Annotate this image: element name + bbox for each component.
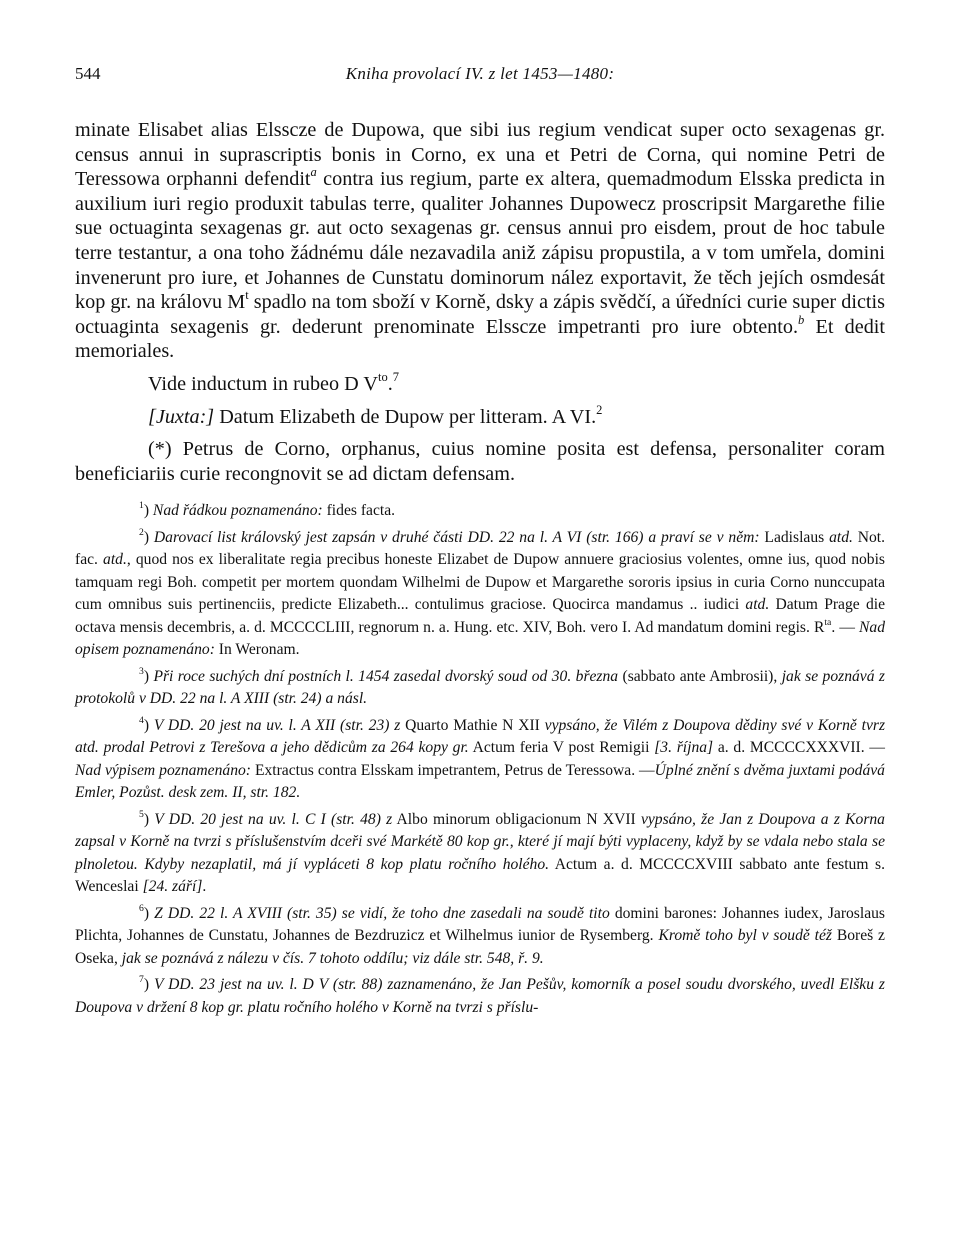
superscript: to <box>377 369 388 384</box>
text-run: Quarto Mathie N XII <box>400 716 545 734</box>
paragraph-star: (*) Petrus de Corno, orphanus, cuius nomine posita est defensa, personaliter coram beneficiariis curie recongnovit se ad dictam defensam. <box>75 438 885 485</box>
text-run: Albo minorum obligacionum N XVII <box>392 810 641 828</box>
note-mark: a <box>310 165 317 180</box>
footnote-number: 1 <box>139 500 144 512</box>
text-run: Actum a. d. MCCCCXVIII sabbato ante festum s. Wenceslai <box>75 855 885 896</box>
text-run: vypsáno, že Jan z Doupova a z Korna zapsal v Korně na tvrzi s příslušenstvím dceři své Markétě 80 kop gr., které jí mají býti vyplaceny, když by se vdala nebo stala se plnoletou. Kdyby nezaplatil, má jí vypláceti 8 kop platu ročního holého. <box>75 810 885 873</box>
juxta-label: [Juxta:] <box>148 405 215 428</box>
text-run: Not. fac. <box>75 528 886 569</box>
text-run: fides facta. <box>322 502 396 520</box>
text-run: Nad výpisem poznamenáno: <box>75 761 251 779</box>
footnote-2: $^2$) Darovací list královský jest zapsán v druhé části DD. 22 na l. A VI (str. 166) a praví se v něm: Ladislaus atd. Not. fac. atd., quod nos ex liberalitate regia precibus honeste Elizabet de Dupow annuere graciosius volentes, omne ius, quod nobis tamquam regi Boh. competit per mortem quondam Wilhelmi de Dupow et Margarethe sororis ipsius in curia Corno nunccupata cum omnibus suis pertinenciis, predicte Elizabeth... contulimus graciose. Quocirca mandamus .. iudici atd. Datum Prage die octava mensis decembris, a. d. MCCCCLIII, regnorum n. a. Hung. etc. XIV, Boh. vero I. Ad mandatum domini regis. $R^{ta}$. — Nad opisem poznamenáno: In Weronam. <box>75 526 886 659</box>
text-run: (sabbato ante Ambrosii), <box>618 667 782 685</box>
text-run: Nad řádkou poznamenáno: <box>152 502 323 520</box>
text-run: Vide inductum in rubeo D V <box>148 372 378 395</box>
text-run: Darovací list královský jest zapsán v druhé části DD. 22 na l. A VI (str. 166) a praví se v něm: <box>153 528 760 546</box>
text-run: Datum Elizabeth de Dupow per litteram. A VI. <box>214 405 597 428</box>
text-run: spadlo na tom sboží v Korně, dsky a zápis svědčí, a úředníci curie super dictis octuaginta sexagenis gr. dederunt prenominate Elsscze impetranti pro iure obtento. <box>75 291 885 338</box>
text-run: Extractus contra Elsskam impetrantem, Petrus de Teressowa. — <box>250 761 655 779</box>
text-run: minate Elisabet alias Elsscze de Dupowa, que sibi ius regium vendicat super octo sexagenas gr. census annui in suprascriptis bonis in Corno, ex una et Petri de Corna, qui nomine Petri de Teressowa orphanni defendit <box>75 119 885 191</box>
footnote-7: $^7$) V DD. 23 jest na uv. l. D V (str. 88) zaznamenáno, že Jan Pešův, komorník a posel soudu dvorského, uvedl Elšku z Doupova v držení 8 kop gr. platu ročního holého v Korně na tvrzi s příslu- <box>75 974 885 1016</box>
text-run: . <box>202 878 207 896</box>
text-run: Při roce suchých dní postních l. 1454 zasedal dvorský soud od 30. března <box>153 667 619 685</box>
text-run: domini barones: Johannes iudex, Jaroslaus Plichta, Johannes de Cunstatu, Johannes de Bezdruzicz et Wilhelmus iunior de Rysemberg. <box>75 904 885 945</box>
text-run: Actum feria V post Remigii <box>468 739 655 757</box>
footnote-number: 5 <box>139 808 144 820</box>
text-run: Úplné znění s dvěma juxtami podává Emler, Pozůst. desk zem. II, str. 182. <box>75 761 885 802</box>
text-run: a. d. MCCCCXXXVII. — <box>713 739 885 757</box>
page-header <box>75 64 885 88</box>
footnote-ref: 7 <box>392 369 400 384</box>
text-run: V DD. 23 jest na uv. l. D V (str. 88) zaznamenáno, že Jan Pešův, komorník a posel soudu dvorského, uvedl Elšku z Doupova v držení 8 kop gr. platu ročního holého v Korně na tvrzi s příslu- <box>75 976 885 1016</box>
footnote-number: 4 <box>139 714 144 726</box>
paragraph-main <box>75 118 885 364</box>
text-run: . — <box>831 618 859 636</box>
text-run: In Weronam. <box>214 641 300 659</box>
text-run: . <box>387 372 393 395</box>
footnote-1: $^1$) Nad řádkou poznamenáno: fides facta. <box>139 500 396 520</box>
paragraph-vide <box>75 369 885 397</box>
text-run: , quod nos ex liberalitate regia precibus honeste Elizabet de Dupow annuere graciosius volentes, omne ius, quod nobis tamquam regi Boh. competit per mortem quondam Wilhelmi de Dupow et Margarethe sororis ipsius in curia Corno nunccupata cum omnibus suis pertinenciis, predicte Elizabeth... contulimus graciose. Quocirca mandamus .. iudici <box>75 551 885 614</box>
text-run: jak se poznává z nálezu v čís. 7 tohoto oddílu; viz dále str. 548, ř. 9. <box>121 949 544 967</box>
page-number: 544 <box>75 64 101 83</box>
footnote-3: $^3$) Při roce suchých dní postních l. 1454 zasedal dvorský soud od 30. března (sabbato ante Ambrosii), jak se poznává z protokolů v DD. 22 na l. A XIII (str. 24) a násl. <box>75 665 886 708</box>
text-run: vypsáno, že Vilém z Doupova dědiny své v Korně tvrz atd. prodal Petrovi z Terešova a jeho dědicům za 264 kopy gr. <box>75 716 886 757</box>
text-run: Et dedit memoriales. <box>75 315 885 363</box>
text-run: Datum Prage die octava mensis decembris, a. d. MCCCCLIII, regnorum n. a. Hung. etc. XIV, Boh. vero I. Ad mandatum domini regis. R <box>75 596 885 636</box>
text-run: atd. <box>103 551 127 569</box>
footnotes <box>75 500 885 1019</box>
text-run: [24. září] <box>142 878 203 896</box>
footnote-number: 6 <box>139 902 144 914</box>
footnote-number: 7 <box>139 974 144 986</box>
running-title: Kniha provolací IV. z let 1453—1480: <box>345 64 615 83</box>
superscript: ta <box>824 616 832 628</box>
note-mark: b <box>798 312 805 327</box>
footnote-5: $^5$) V DD. 20 jest na uv. l. C I (str. 48) z Albo minorum obligacionum N XVII vypsáno, že Jan z Doupova a z Korna zapsal v Korně na tvrzi s příslušenstvím dceři své Markétě 80 kop gr., které jí mají býti vyplaceny, když by se vdala nebo stala se plnoletou. Kdyby nezaplatil, má jí vypláceti 8 kop platu ročního holého. Actum a. d. MCCCCXVIII sabbato ante festum s. Wenceslai [24. září]. <box>75 808 885 896</box>
text-run: Kromě toho byl v soudě též <box>658 927 832 945</box>
superscript: t <box>245 288 249 303</box>
text-run: atd. <box>829 528 853 546</box>
text-run: Boreš z Oseka, <box>75 927 885 967</box>
text-run: atd. <box>745 596 770 614</box>
text-run: contra ius regium, parte ex altera, quemadmodum Elsska predicta in auxilium iuri regio produxit tabulas terre, qualiter Johannes Dupowecz proscripsit Margarethe filie sue octuaginta sexagenas gr. aut octo sexagenas gr. census annui pro eisdem, prout de hoc tabule terre testantur, a ona toho žádnému dále nezavadila aniž zápisu propustila, a v tom umřela, domini invenerunt pro iure, et Johannes de Cunstatu dominorum nález exportavit, že těch jejích osmdesát kop gr. na královu M <box>75 168 885 314</box>
paragraph-juxta <box>75 402 885 430</box>
text-run: [3. října] <box>654 739 714 757</box>
text-run: Z DD. 22 l. A XVIII (str. 35) se vidí, že toho dne zasedali na soudě tito <box>154 904 610 922</box>
text-run: jak se poznává z protokolů v DD. 22 na l. A XIII (str. 24) a násl. <box>75 667 886 708</box>
footnote-number: 3 <box>139 665 144 677</box>
footnote-6: $^6$) Z DD. 22 l. A XVIII (str. 35) se vidí, že toho dne zasedali na soudě tito domini barones: Johannes iudex, Jaroslaus Plichta, Johannes de Cunstatu, Johannes de Bezdruzicz et Wilhelmus iunior de Rysemberg. Kromě toho byl v soudě též Boreš z Oseka, jak se poznává z nálezu v čís. 7 tohoto oddílu; viz dále str. 548, ř. 9. <box>75 902 885 967</box>
text-run: Ladislaus <box>759 528 830 546</box>
footnote-4: $^4$) V DD. 20 jest na uv. l. A XII (str. 23) z Quarto Mathie N XII vypsáno, že Vilém z Doupova dědiny své v Korně tvrz atd. prodal Petrovi z Terešova a jeho dědicům za 264 kopy gr. Actum feria V post Remigii [3. října] a. d. MCCCCXXXVII. — Nad výpisem poznamenáno: Extractus contra Elsskam impetrantem, Petrus de Teressowa. —Úplné znění s dvěma juxtami podává Emler, Pozůst. desk zem. II, str. 182. <box>75 714 886 802</box>
main-text <box>75 118 885 1023</box>
text-run: V DD. 20 jest na uv. l. A XII (str. 23) z <box>153 716 401 734</box>
text-run: V DD. 20 jest na uv. l. C I (str. 48) z <box>154 810 393 828</box>
footnote-number: 2 <box>139 526 144 538</box>
footnote-ref: 2 <box>596 402 603 417</box>
text-run: Nad opisem poznamenáno: <box>75 618 885 659</box>
